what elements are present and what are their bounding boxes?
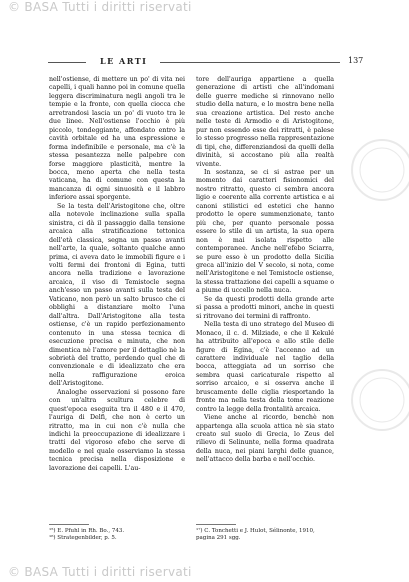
watermark-bottom: © BASA Tutti i diritti riservati bbox=[8, 565, 192, 579]
footnote-rule bbox=[49, 524, 89, 525]
paragraph: Viene anche al ricordo, benchè non appartenga alla scuola attica nè sia stato creato sul suolo di Grecia, lo Zeus del rilievo di Selinunte, nella forma quadrata della nuca, nei piani larghi delle guance, nell'attacco della barba e nell'occhio. bbox=[196, 414, 334, 464]
paragraph: Analoghe osservazioni si possono fare con un'altra scultura celebre di quest'epoca eseguita tra il 480 e il 470, l'auriga di Delfi, che non è certo un ritratto, ma in cui non c'è nulla che indichi la preoccupazione di idealizzare i tratti del vigoroso efebo che serve di modello e nel quale osserviamo la stessa tecnica precisa nella disposizione e lavorazione dei capelli. L'au- bbox=[49, 388, 185, 472]
text-column-left bbox=[49, 76, 185, 473]
journal-title: LE ARTI bbox=[100, 56, 148, 66]
paragraph: In sostanza, se ci si astrae per un momento dai caratteri fisionomici del nostro ritratto, questo ci sembra ancora ligio e coerente alla corrente artistica e ai canoni stilistici ed estetici che hanno prodotto le opere summenzionate, tanto più che, per quanto personale possa essere lo stile di un artista, la sua opera non è mai isolata rispetto alle contemporanee. Anche nell'efebo Sciarra, se pure esso è un prodotto della Sicilia greca all'inizio del V secolo, si nota, come nell'Aristogitone e nel Temistocle ostiense, la stessa trattazione dei capelli a squame o a piume di uccello nella nuca. bbox=[196, 168, 334, 295]
footnotes-right bbox=[196, 524, 334, 542]
text-column-right bbox=[196, 76, 334, 465]
footnote: ¹⁶) Strategenbilder, p. 5. bbox=[49, 535, 117, 541]
header-rule-right bbox=[160, 62, 340, 63]
paragraph: Se la testa dell'Aristogitone che, oltre alla notevole inclinazione sulla spalla sinistra, ci dà il passaggio dalla tensione arcaica alla stratificazione tettonica dell'età classica, segna un passo avanti nell'arte, la quale, soltanto qualche anno prima, ci aveva dato le immobili figure e i volti fermi dei frontoni di Egina, tutti ancora nella tradizione e lavorazione arcaica, il viso di Temistocle segna anch'esso un passo avanti sulla testa del Vaticano, non però un salto brusco che ci obblighi a distanziare molto l'una dall'altra. Dall'Aristogitone alla testa ostiense, c'è un rapido perfezionamento contenuto in una stessa tecnica di esecuzione precisa e minuta, che non dimentica nè l'amore per il dettaglio nè la sobrietà del tratto, perdendo quel che di convenzionale e di idealizzato che era nella raffigurazione eroica dell'Aristogitone. bbox=[49, 202, 185, 388]
paragraph: Nella testa di uno stratego del Museo di Monaco, il c. d. Milziade, e che il Kekulé ha attribuito all'epoca e allo stile delle figure di Egina, c'è l'accenno ad un carattere individuale nel taglio della bocca, atteggiata ad un sorriso che sembra quasi caricaturale rispetto al sorriso arcaico, e si osserva anche il bruscamente delle ciglia riesportando la fronte ma nella testa della tome reazione contro la legge della frontalità arcaica. bbox=[196, 321, 334, 413]
footnote: ¹⁵) E. Pfuhl in Rh. Bo., 743. bbox=[49, 528, 125, 534]
paragraph: nell'ostiense, di mettere un po' di vita nei capelli, i quali hanno poi in comune quella leggera discriminatura negli angoli tra le tempie e la fronte, con quella ciocca che arretrandosi lascia un po' di vuoto tra le due linee. Nell'ostiense l'occhio è più piccolo, tondeggiante, affondato entro la cavità orbitale ed ha una espressione e forma indefinibile e personale, ma c'è la stessa pesantezza nelle palpebre con forse maggiore plasticità, mentre la bocca, meno aperta che nella testa vaticana, ha di comune con questa la mancanza di ogni sinuosità e il labbro inferiore assai sporgente. bbox=[49, 76, 185, 202]
paragraph: tore dell'auriga appartiene a quella generazione di artisti che all'indomani delle guerre mediche si rinnovano nello studio della natura, e lo mostra bene nella sua creazione artistica. Del resto anche nelle teste di Armodio e di Aristogitone, pur non essendo esse dei ritratti, è palese lo stesso progresso nella rappresentazione di tipi, che, differenziandosi da quelli della divinità, si accostano più alla realtà vivente. bbox=[196, 76, 334, 168]
running-header bbox=[48, 56, 378, 70]
library-seal-icon bbox=[330, 20, 409, 560]
footnote-rule bbox=[196, 524, 236, 525]
watermark-top: © BASA Tutti i diritti riservati bbox=[8, 0, 192, 14]
footnote: ¹⁷) C. Tonchetti e J. Hulot, Sélinonte, 1910, pagina 291 sgg. bbox=[196, 528, 315, 541]
page-number: 137 bbox=[348, 56, 364, 65]
footnotes-left bbox=[49, 524, 185, 542]
header-rule-left bbox=[48, 62, 86, 63]
paragraph: Se da questi prodotti della grande arte si passa a prodotti minori, anche in questi si ritrovano dei termini di raffronto. bbox=[196, 295, 334, 320]
